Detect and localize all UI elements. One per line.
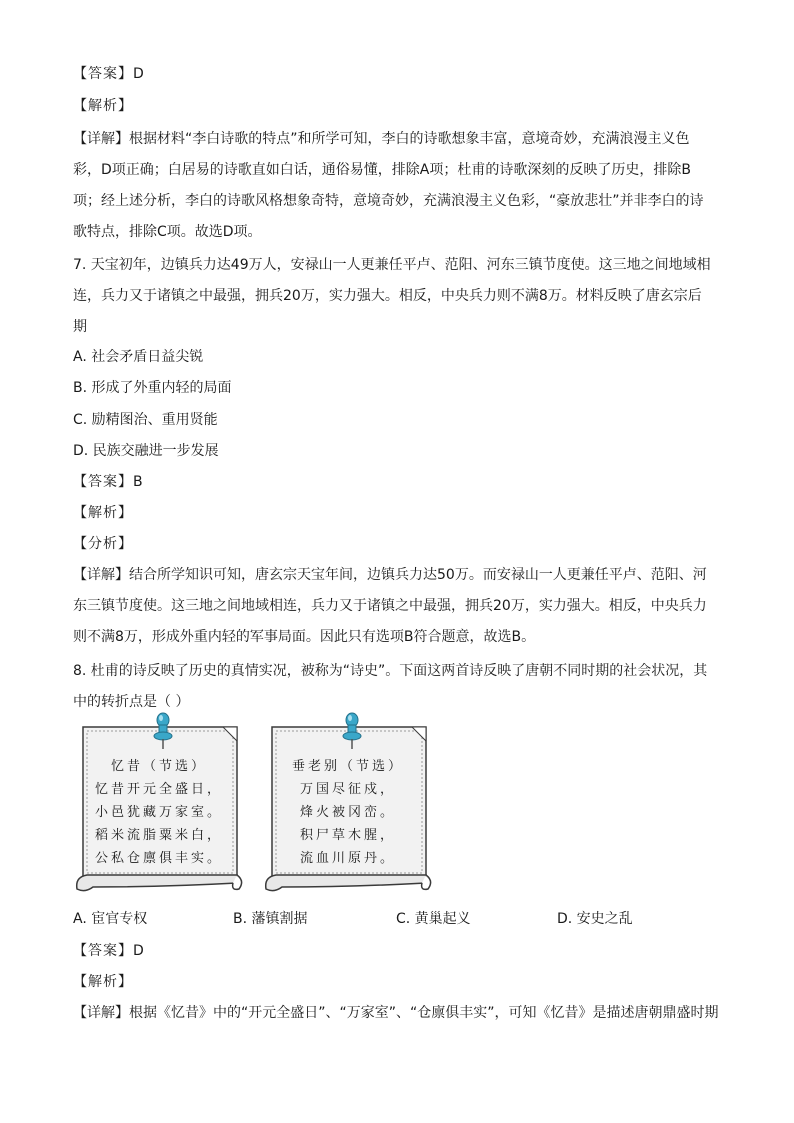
q7-fenxi-label: 【分析】 (73, 536, 133, 552)
poem-chuilaobie (262, 755, 434, 870)
q8-option-c: C. 黄巢起义 (396, 911, 471, 927)
q8-detail-line: 【详解】根据《忆昔》中的“开元全盛日”、“万家室”、“仓廪俱丰实”，可知《忆昔》是描述唐朝鼎盛时期 (73, 1005, 719, 1021)
q7-option-d: D. 民族交融进一步发展 (73, 443, 219, 459)
poem-yixi (73, 755, 245, 870)
poem-scroll-chuilaobie (262, 717, 434, 899)
q6-detail-line: 歌特点，排除C项。故选D项。 (73, 224, 262, 240)
q7-detail (73, 560, 723, 653)
q7-detail-line: 则不满8万，形成外重内轻的军事局面。因此只有选项B符合题意，故选B。 (73, 629, 536, 645)
poem-scroll-yixi (73, 717, 245, 899)
q8-analysis-label: 【解析】 (73, 974, 133, 990)
q8-option-d: D. 安史之乱 (557, 911, 633, 927)
q7-answer: 【答案】B (73, 474, 143, 490)
q7-option-c: C. 励精图治、重用贤能 (73, 412, 218, 428)
q7-option-a: A. 社会矛盾日益尖锐 (73, 349, 204, 365)
q6-detail-line: 【详解】根据材料“李白诗歌的特点”和所学可知，李白的诗歌想象丰富，意境奇妙，充满浪漫主义色 (73, 131, 690, 147)
q8-option-b: B. 藩镇割据 (233, 911, 308, 927)
q8-stem-line: 8. 杜甫的诗反映了历史的真情实况，被称为“诗史”。下面这两首诗反映了唐朝不同时期的社会状况，其 (73, 663, 708, 679)
q7-stem (73, 250, 723, 343)
q8-stem (73, 656, 723, 718)
q7-stem-line: 7. 天宝初年，边镇兵力达49万人，安禄山一人更兼任平卢、范阳、河东三镇节度使。这三地之间地域相 (73, 257, 711, 273)
poem-line: 积尸草木腥， (299, 828, 396, 843)
q8-answer: 【答案】D (73, 943, 144, 959)
poem-title: 忆昔（节选） (110, 759, 207, 774)
poem-line: 流血川原丹。 (299, 851, 396, 866)
q6-analysis-label: 【解析】 (73, 98, 133, 114)
poem-title: 垂老别（节选） (291, 759, 404, 774)
q8-option-a: A. 宦官专权 (73, 911, 148, 927)
q7-stem-line: 连，兵力又于诸镇之中最强，拥兵20万，实力强大。相反，中央兵力则不满8万。材料反映了唐玄宗后 (73, 288, 702, 304)
poem-line: 公私仓廪俱丰实。 (94, 851, 223, 866)
q7-detail-line: 【详解】结合所学知识可知，唐玄宗天宝年间，边镇兵力达50万。而安禄山一人更兼任平卢、范阳、河 (73, 567, 707, 583)
poem-line: 稻米流脂粟米白， (94, 828, 223, 843)
q7-stem-line: 期 (73, 319, 87, 335)
poem-line: 忆昔开元全盛日， (94, 782, 223, 797)
q7-option-b: B. 形成了外重内轻的局面 (73, 380, 232, 396)
q6-detail-line: 项；经上述分析，李白的诗歌风格想象奇特，意境奇妙，充满浪漫主义色彩，“豪放悲壮”并非李白的诗 (73, 193, 704, 209)
poem-line: 万国尽征戍， (299, 782, 396, 797)
pushpin-icon (340, 711, 364, 751)
q8-stem-line: 中的转折点是（ ） (73, 694, 190, 710)
poem-line: 烽火被冈峦。 (299, 805, 396, 820)
poem-line: 小邑犹藏万家室。 (94, 805, 223, 820)
q8-options (73, 908, 733, 930)
pushpin-icon (151, 711, 175, 751)
q7-analysis-label: 【解析】 (73, 505, 133, 521)
q6-detail (73, 124, 723, 248)
q6-answer: 【答案】D (73, 66, 144, 82)
q6-detail-line: 彩，D项正确；白居易的诗歌直如白话，通俗易懂，排除A项；杜甫的诗歌深刻的反映了历史，排除B (73, 162, 691, 178)
q7-detail-line: 东三镇节度使。这三地之间地域相连，兵力又于诸镇之中最强，拥兵20万，实力强大。相反，中央兵力 (73, 598, 707, 614)
